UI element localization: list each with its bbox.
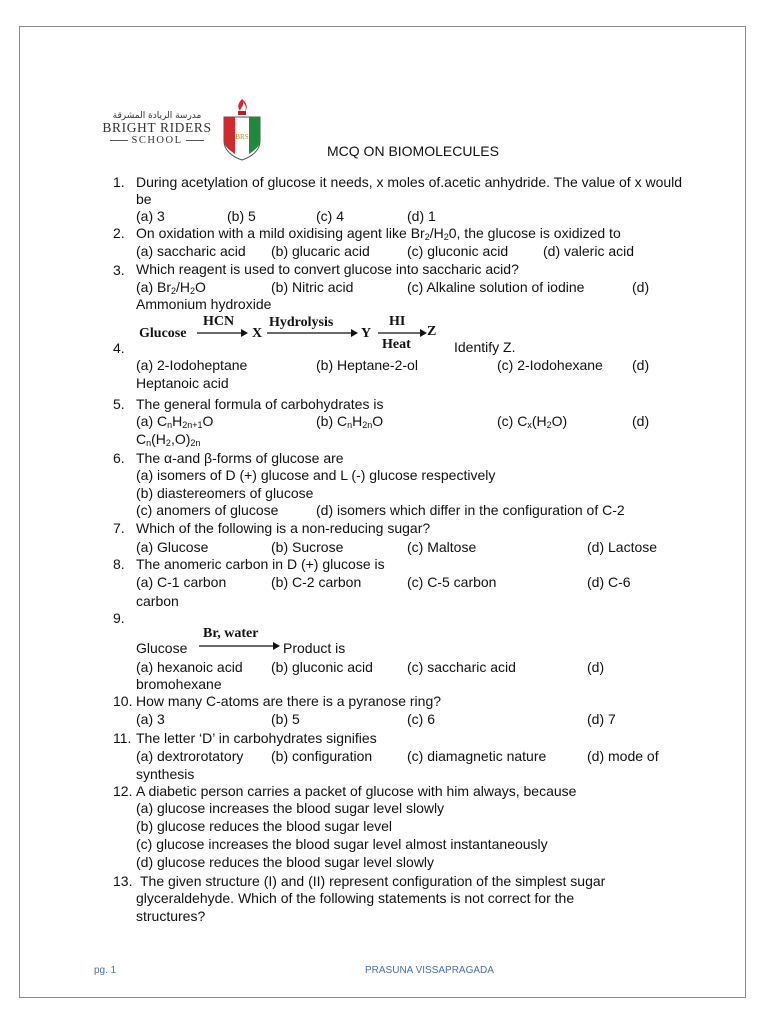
- q6-number: 6.: [113, 450, 125, 466]
- q8-option-d-text: carbon: [136, 593, 179, 609]
- q9-product: Product is: [283, 640, 346, 656]
- q13-number: 13.: [113, 873, 133, 889]
- q11-option-b: (b) configuration: [271, 748, 373, 764]
- q7-number: 7.: [113, 520, 125, 536]
- q4-arrow-2-icon: [267, 328, 359, 338]
- q1-text-line1: During acetylation of glucose it needs, x moles of.acetic anhydride. The value of x would: [136, 174, 683, 190]
- school-logo: [96, 97, 266, 163]
- q13-text-line1: The given structure (I) and (II) represent configuration of the simplest sugar: [140, 873, 606, 889]
- q5-option-d: (d): [632, 413, 650, 429]
- q3-option-d: (d): [632, 279, 650, 295]
- school-name-line2-wrap: [96, 135, 218, 146]
- q7-option-b: (b) Sucrose: [271, 539, 344, 555]
- q1-option-a: (a) 3: [136, 208, 165, 224]
- q9-option-c: (c) saccharic acid: [407, 659, 516, 675]
- q5-option-d-text: $C_n(H_2,O)_{2n}$: [136, 431, 201, 448]
- q6-text-line1: The α-and β-forms of glucose are: [136, 450, 344, 466]
- q3-text-line1: Which reagent is used to convert glucose into saccharic acid?: [136, 261, 519, 277]
- q6-option-a: (a) isomers of D (+) glucose and L (-) glucose respectively: [136, 467, 496, 483]
- q11-number: 11.: [113, 730, 132, 746]
- q5-option-a: (a) $C_nH_{2n+1}O$: [136, 413, 214, 430]
- q5-option-b: (b) $C_nH_{2n}O$: [316, 413, 384, 430]
- svg-text:BRS: BRS: [235, 133, 249, 141]
- q8-option-b: (b) C-2 carbon: [271, 574, 362, 590]
- q2-option-d: (d) valeric acid: [543, 243, 635, 259]
- q9-option-d: (d): [587, 659, 605, 675]
- q9-number: 9.: [113, 610, 125, 626]
- q5-text-line1: The general formula of carbohydrates is: [136, 396, 384, 412]
- q4-x: X: [252, 326, 263, 341]
- q5-option-c: (c) $C_x(H_2O)$: [497, 413, 568, 430]
- q3-option-b: (b) Nitric acid: [271, 279, 354, 295]
- q6-option-b: (b) diastereomers of glucose: [136, 485, 314, 501]
- q10-option-b: (b) 5: [271, 711, 300, 727]
- q10-option-d: (d) 7: [587, 711, 616, 727]
- q4-option-d: (d): [632, 357, 650, 373]
- q6-option-d: (d) isomers which differ in the configuration of C-2: [316, 502, 625, 518]
- q9-option-b: (b) gluconic acid: [271, 659, 373, 675]
- q4-glucose: Glucose: [139, 326, 187, 341]
- q5-number: 5.: [113, 396, 125, 412]
- q1-option-c: (c) 4: [316, 208, 344, 224]
- q3-option-a: (a) $Br_2/H_2O$: [136, 279, 206, 296]
- q9-option-d-text: bromohexane: [136, 676, 222, 692]
- q9-arrow-icon: [199, 641, 281, 651]
- q12-text-line1: A diabetic person carries a packet of glucose with him always, because: [136, 783, 577, 799]
- q4-reagent-hi: HI: [389, 314, 406, 329]
- footer-page-number: pg. 1: [94, 965, 117, 976]
- q11-option-d-text: synthesis: [136, 766, 195, 782]
- q12-number: 12.: [113, 783, 133, 799]
- q4-option-c: (c) 2-Iodohexane: [497, 357, 603, 373]
- q4-reagent-hcn: HCN: [203, 314, 235, 329]
- q4-reagent-hydrolysis: Hydrolysis: [269, 315, 334, 330]
- q12-option-b: (b) glucose reduces the blood sugar level: [136, 818, 393, 834]
- q8-option-d: (d) C-6: [587, 574, 631, 590]
- q9-reagent: Br, water: [203, 626, 259, 641]
- q2-text-line1: On oxidation with a mild oxidising agent like $Br_2/H_20$, the glucose is oxidized to: [136, 225, 621, 242]
- q3-option-d-text: Ammonium hydroxide: [136, 296, 272, 312]
- q12-option-c: (c) glucose increases the blood sugar level almost instantaneously: [136, 836, 548, 852]
- q8-text-line1: The anomeric carbon in D (+) glucose is: [136, 556, 385, 572]
- q7-option-d: (d) Lactose: [587, 539, 658, 555]
- q1-number: 1.: [113, 174, 125, 190]
- q3-number: 3.: [113, 262, 125, 278]
- q4-arrow-1-icon: [197, 328, 249, 338]
- q1-option-b: (b) 5: [227, 208, 256, 224]
- q1-text-line2: be: [136, 191, 152, 207]
- q12-option-a: (a) glucose increases the blood sugar level slowly: [136, 800, 445, 816]
- school-name-line1: BRIGHT RIDERS: [102, 120, 212, 135]
- q11-text-line1: The letter ‘D’ in carbohydrates signifies: [136, 730, 377, 746]
- q10-number: 10.: [113, 693, 133, 709]
- footer-author: PRASUNA VISSAPRAGADA: [365, 965, 494, 976]
- q2-option-c: (c) gluconic acid: [407, 243, 509, 259]
- q11-option-a: (a) dextrorotatory: [136, 748, 244, 764]
- q1-option-d: (d) 1: [407, 208, 436, 224]
- q2-option-b: (b) glucaric acid: [271, 243, 370, 259]
- q13-text-line3: structures?: [136, 908, 206, 924]
- school-name-arabic: مدرسة الريادة المشرقة: [112, 111, 202, 121]
- q10-text-line1: How many C-atoms are there is a pyranose ring?: [136, 693, 442, 709]
- school-name-line2: SCHOOL: [131, 135, 183, 146]
- q4-reagent-heat: Heat: [382, 337, 411, 352]
- q2-option-a: (a) saccharic acid: [136, 243, 246, 259]
- q9-option-a: (a) hexanoic acid: [136, 659, 243, 675]
- q4-identify: Identify Z.: [454, 339, 516, 355]
- school-crest-icon: [220, 97, 264, 163]
- q4-option-a: (a) 2-Iodoheptane: [136, 357, 248, 373]
- q7-text-line1: Which of the following is a non-reducing sugar?: [136, 520, 431, 536]
- q12-option-d: (d) glucose reduces the blood sugar level slowly: [136, 854, 435, 870]
- q8-option-c: (c) C-5 carbon: [407, 574, 497, 590]
- page-title: MCQ ON BIOMOLECULES: [327, 143, 499, 159]
- q8-option-a: (a) C-1 carbon: [136, 574, 227, 590]
- q7-option-c: (c) Maltose: [407, 539, 477, 555]
- q7-option-a: (a) Glucose: [136, 539, 209, 555]
- q4-z: Z: [427, 324, 437, 339]
- q8-number: 8.: [113, 556, 125, 572]
- q11-option-d: (d) mode of: [587, 748, 659, 764]
- q10-option-a: (a) 3: [136, 711, 165, 727]
- q4-y: Y: [361, 326, 372, 341]
- q9-glucose: Glucose: [136, 640, 188, 656]
- q4-option-b: (b) Heptane-2-ol: [316, 357, 418, 373]
- q10-option-c: (c) 6: [407, 711, 435, 727]
- q3-option-c: (c) Alkaline solution of iodine: [407, 279, 585, 295]
- q13-text-line2: glyceraldehyde. Which of the following statements is not correct for the: [136, 890, 575, 906]
- q2-number: 2.: [113, 225, 125, 241]
- q6-option-c: (c) anomers of glucose: [136, 502, 279, 518]
- q4-number: 4.: [113, 340, 125, 356]
- q4-option-d-text: Heptanoic acid: [136, 375, 229, 391]
- q11-option-c: (c) diamagnetic nature: [407, 748, 547, 764]
